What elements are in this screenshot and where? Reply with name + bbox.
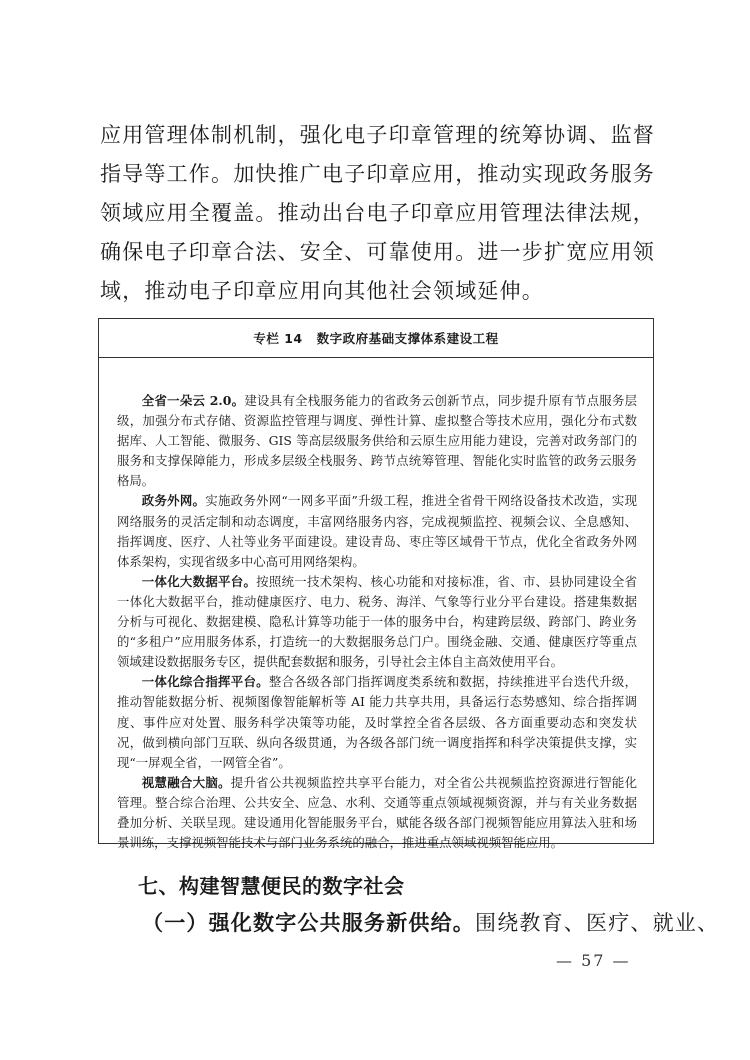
box-item [117,672,637,772]
box-item [117,391,637,491]
box-item [117,773,637,853]
paragraph-body: 围绕教育、医疗、就业、 [475,911,720,935]
box-item-body: 整合各级各部门指挥调度类系统和数据，持续推进平台迭代升级，推动智能数据分析、视频图像智能解析等 AI 能力共享共用，具备运行态势感知、综合指挥调度、事件应对处置、服务科学决策等功能，及时掌控全省各层级、各方面重要动态和突发状况，做到横向部门互联、纵向各级贯通，为各级各部门统一调度指挥和科学决策提供支撑，实现“一屏观全省，一网管全省”。 [117,674,638,770]
feature-box [98,318,654,851]
box-item [117,491,637,571]
box-item-body: 按照统一技术架构、核心功能和对接标准，省、市、县协同建设全省一体化大数据平台，推动健康医疗、电力、税务、海洋、气象等行业分平台建设。搭建集数据分析与可视化、数据建模、隐私计算等功能于一体的服务中台，构建跨层级、跨部门、跨业务的“多租户”应用服务体系，打造统一的大数据服务总门户。围绕金融、交通、健康医疗等重点领域建设数据服务专区，提供配套数据和服务，引导社会主体自主高效使用平台。 [117,573,638,670]
section-heading: 七、构建智慧便民的数字社会 [138,874,405,898]
box-item-heading: 政务外网。 [141,493,206,509]
box-item-body: 实施政务外网“一网多平面”升级工程，推进全省骨干网络设备技术改造，实现网络服务的灵活定制和动态调度，丰富网络服务内容，完成视频监控、视频会议、全息感知、指挥调度、医疗、人社等业务平面建设。建设青岛、枣庄等区域骨干节点，优化全省政务外网体系架构，实现省级多中心高可用网络架构。 [117,493,637,569]
box-number: 专栏 14 [253,331,303,346]
box-item [117,572,637,672]
box-item-body: 提升省公共视频监控共享平台能力，对全省公共视频监控资源进行智能化管理。整合综合治理、公共安全、应急、水利、交通等重点领域视频资源，并与有关业务数据叠加分析、关联呈现。建设通用化智能服务平台，赋能各级各部门视频智能应用算法入驻和场景训练，支撑视频智能技术与部门业务系统的融合，推进重点领域视频智能应用。 [117,774,638,851]
box-title: 数字政府基础支撑体系建设工程 [316,331,499,346]
box-title-bar [99,319,653,358]
page-number: — 57 — [556,951,631,970]
box-item-body: 建设具有全栈服务能力的省政务云创新节点，同步提升原有节点服务层级，加强分布式存储、资源监控管理与调度、弹性计算、虚拟整合等技术应用，强化分布式数据库、人工智能、微服务、GIS 等高层级服务供给和云原生应用能力建设，完善对政务部门的服务和支撑保障能力，形成多层级全栈服务、跨节点统筹管理、智能化实时监管的政务云服务格局。 [117,393,638,489]
box-item-heading: 一体化综合指挥平台。 [141,674,269,690]
box-items [99,358,653,853]
body-paragraph [100,904,720,942]
paragraph-lead: （一）强化数字公共服务新供给。 [142,910,475,935]
box-item-heading: 视慧融合大脑。 [141,774,231,790]
box-item-heading: 全省一朵云 2.0。 [141,393,245,408]
box-item-heading: 一体化大数据平台。 [141,573,257,589]
intro-paragraph: 应用管理体制机制，强化电子印章管理的统筹协调、监督指导等工作。加快推广电子印章应用，推动实现政务服务领域应用全覆盖。推动出台电子印章应用管理法律法规，确保电子印章合法、安全、可靠使用。进一步扩宽应用领域，推动电子印章应用向其他社会领域延伸。 [100,123,655,303]
